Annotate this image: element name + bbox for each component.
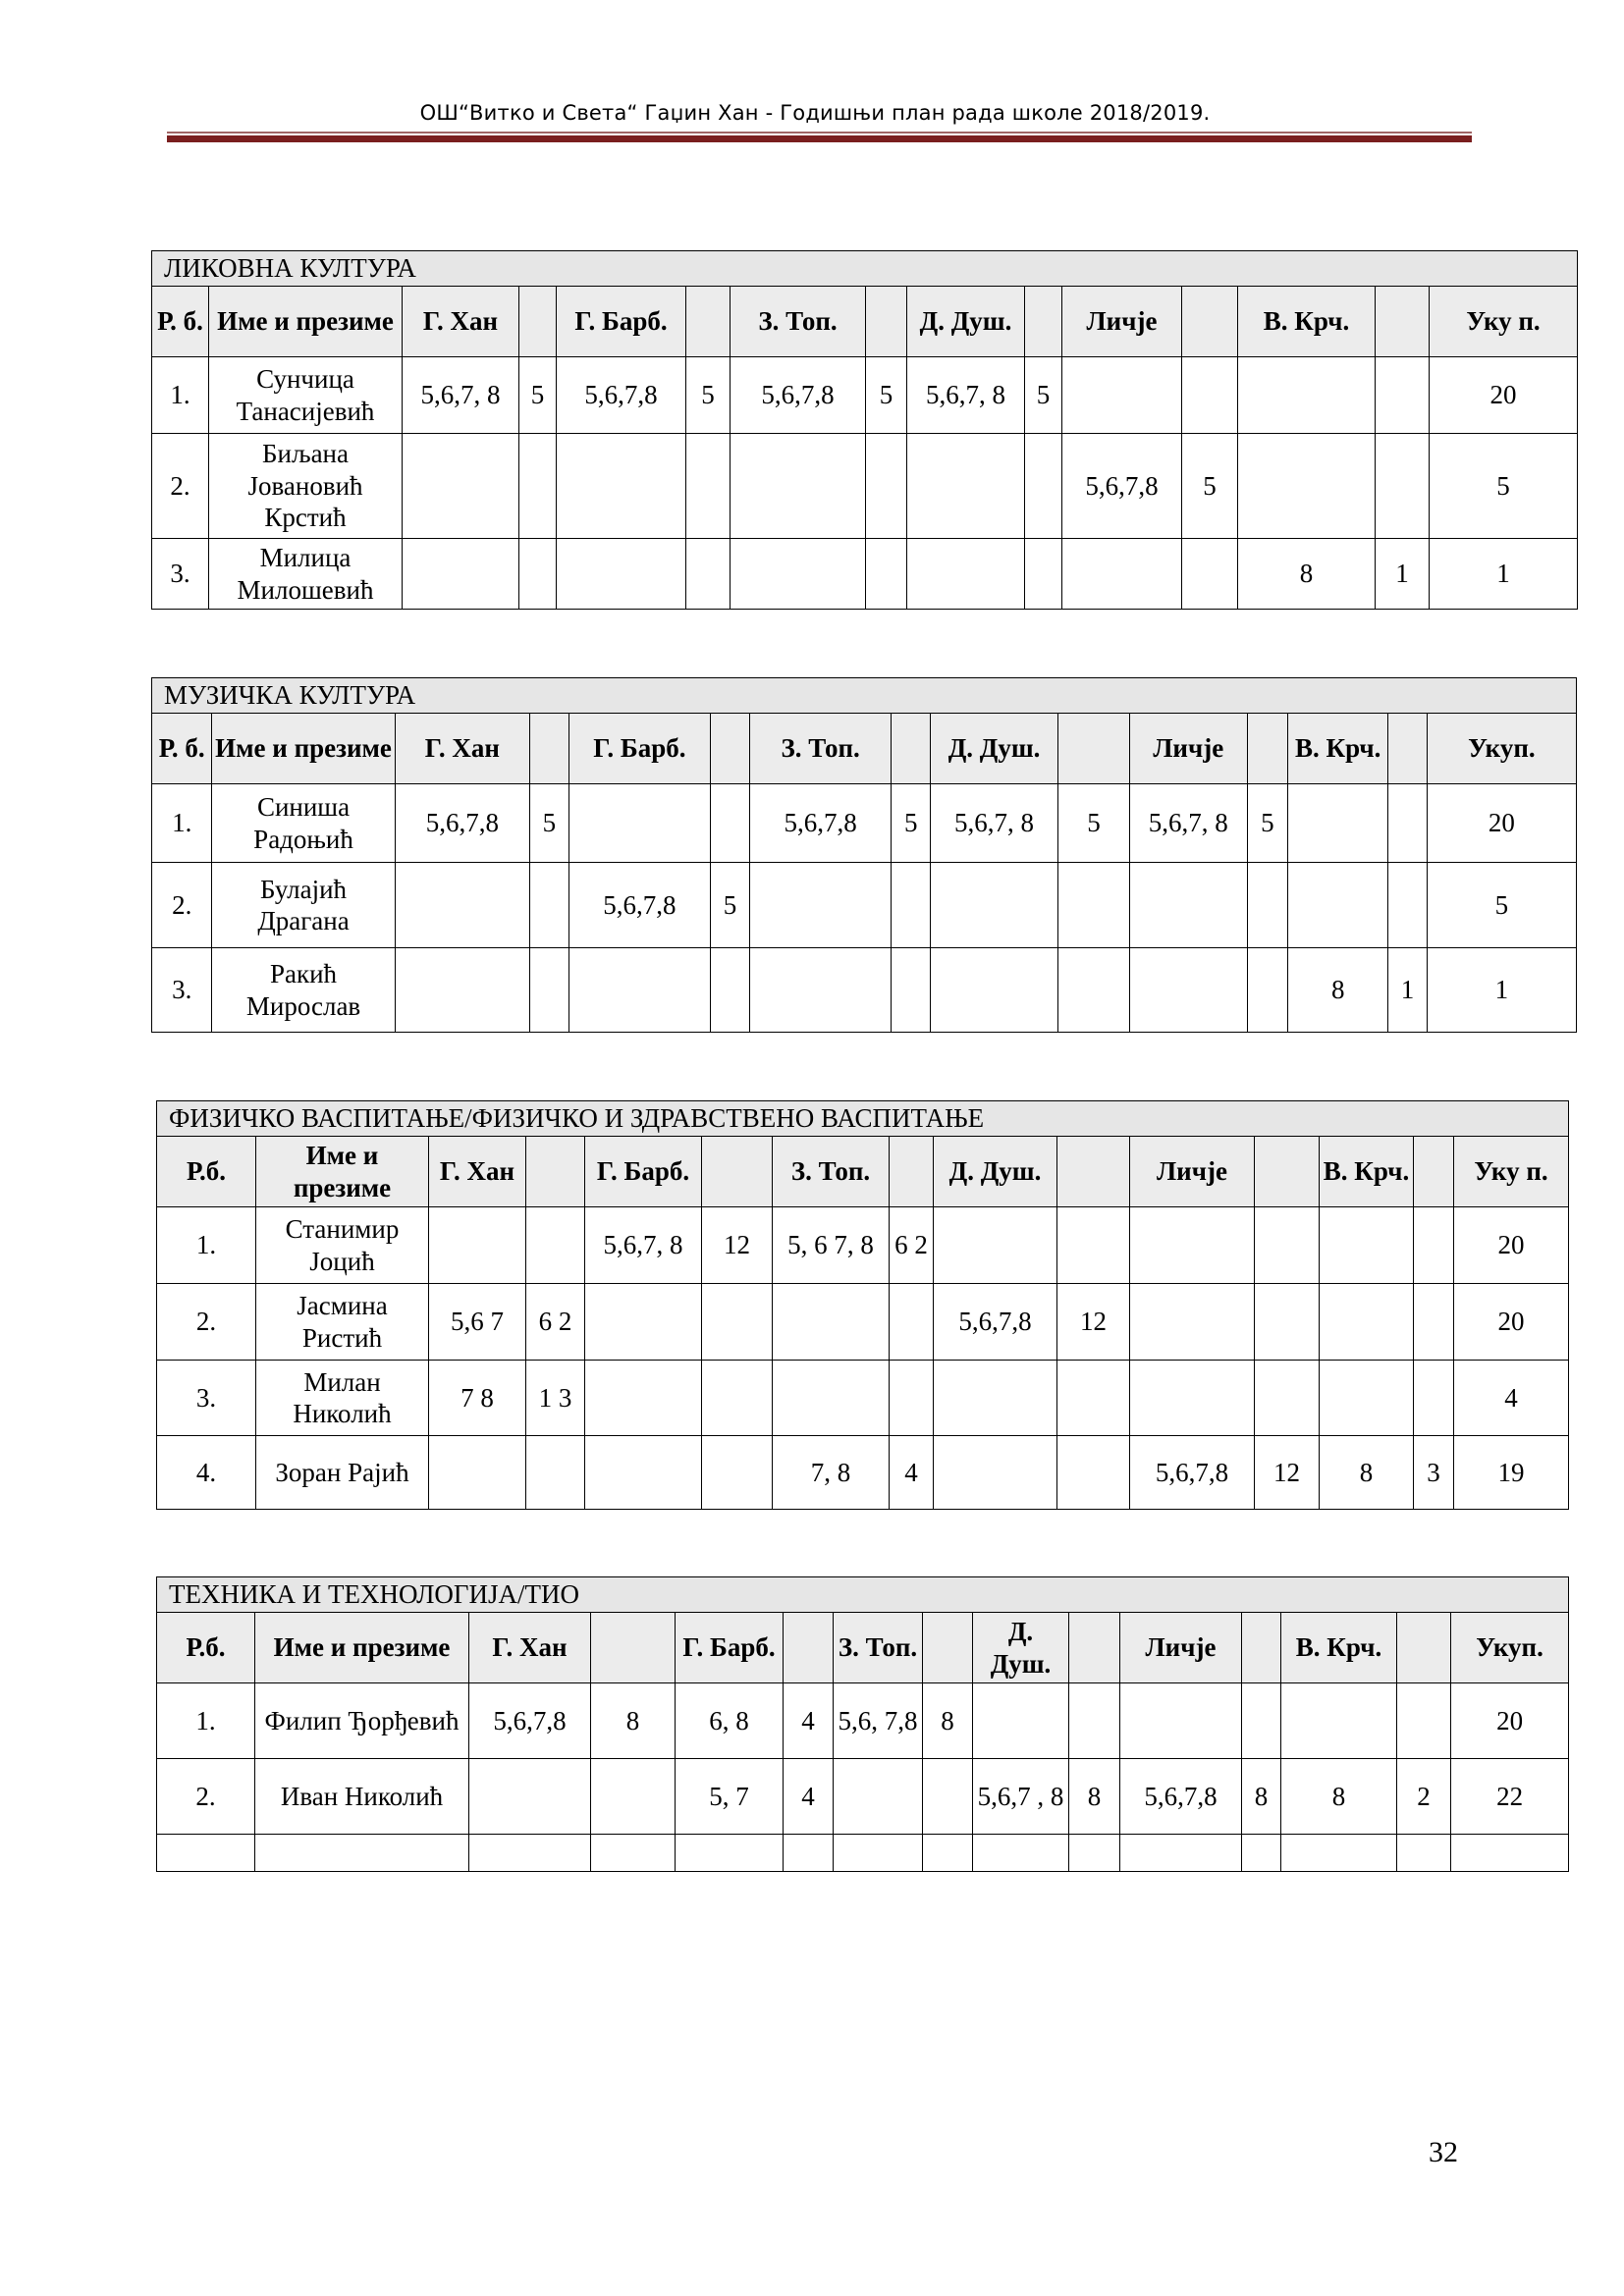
data-cell <box>1025 539 1062 610</box>
table-row <box>152 434 1578 539</box>
data-cell <box>1288 784 1388 863</box>
header-cell: Г. Хан <box>395 714 529 784</box>
data-cell <box>1320 1284 1414 1361</box>
data-cell <box>834 1835 923 1872</box>
header-cell: Уку п. <box>1454 1137 1569 1207</box>
data-cell: 22 <box>1451 1759 1569 1835</box>
data-cell <box>519 434 557 539</box>
data-cell <box>731 434 866 539</box>
data-cell <box>1120 1835 1242 1872</box>
table-row <box>152 863 1577 948</box>
data-cell <box>1414 1284 1454 1361</box>
header-cell <box>702 1137 773 1207</box>
name-cell: Милица Милошевић <box>209 539 403 610</box>
data-cell: 5,6,7,8 <box>557 357 686 434</box>
data-cell: 6, 8 <box>676 1683 784 1759</box>
header-cell: Г. Хан <box>469 1613 591 1683</box>
data-cell <box>1255 1284 1320 1361</box>
header-cell: З. Топ. <box>834 1613 923 1683</box>
table-title: ФИЗИЧКО ВАСПИТАЊЕ/ФИЗИЧКО И ЗДРАВСТВЕНО ВАСПИТАЊЕ <box>157 1101 1569 1137</box>
data-cell <box>568 784 711 863</box>
data-cell <box>1320 1361 1414 1436</box>
data-cell: 8 <box>1288 948 1388 1033</box>
data-cell <box>469 1835 591 1872</box>
data-cell <box>1062 539 1182 610</box>
table-likovna-kultura <box>151 250 1578 610</box>
header-cell <box>923 1613 973 1683</box>
data-cell: 12 <box>1255 1436 1320 1510</box>
table-header-row <box>152 714 1577 784</box>
data-cell: 3 <box>1414 1436 1454 1510</box>
header-cell <box>1255 1137 1320 1207</box>
table-header-row <box>152 287 1578 357</box>
header-cell: Д. Душ. <box>934 1137 1057 1207</box>
header-cell: В. Крч. <box>1238 287 1376 357</box>
data-cell <box>1388 784 1428 863</box>
data-cell: 8 <box>1281 1759 1397 1835</box>
data-cell <box>1242 1835 1281 1872</box>
data-cell <box>676 1835 784 1872</box>
data-cell: 1 <box>1376 539 1430 610</box>
name-cell: Биљана Јовановић Крстић <box>209 434 403 539</box>
data-cell: 5,6,7,8 <box>934 1284 1057 1361</box>
data-cell: 8 <box>1320 1436 1414 1510</box>
data-cell <box>1058 863 1130 948</box>
data-cell <box>731 539 866 610</box>
data-cell <box>591 1835 676 1872</box>
data-cell <box>1247 863 1288 948</box>
header-cell: Име и презиме <box>209 287 403 357</box>
table-tehnika-i-tehnologija <box>156 1576 1569 1872</box>
table-row <box>152 948 1577 1033</box>
header-cell: Личје <box>1120 1613 1242 1683</box>
name-cell: Сунчица Танасијевић <box>209 357 403 434</box>
data-cell <box>1057 1436 1130 1510</box>
header-cell: Д. Душ. <box>973 1613 1069 1683</box>
table-header-row <box>157 1137 1569 1207</box>
header-cell: З. Топ. <box>773 1137 890 1207</box>
header-cell: Р. б. <box>152 714 212 784</box>
data-cell: 7, 8 <box>773 1436 890 1510</box>
data-cell: 8 <box>591 1683 676 1759</box>
header-cell: Г. Барб. <box>557 287 686 357</box>
header-cell <box>892 714 931 784</box>
table-title: ТЕХНИКА И ТЕХНОЛОГИЈА/ТИО <box>157 1577 1569 1613</box>
data-cell <box>1238 357 1376 434</box>
data-cell: 20 <box>1454 1207 1569 1284</box>
header-cell: Укуп. <box>1427 714 1576 784</box>
row-number-cell: 3. <box>152 948 212 1033</box>
data-cell: 20 <box>1430 357 1578 434</box>
name-cell: Булајић Драгана <box>212 863 395 948</box>
row-number-cell: 2. <box>152 863 212 948</box>
header-cell: Личје <box>1130 1137 1255 1207</box>
header-cell: В. Крч. <box>1320 1137 1414 1207</box>
data-cell <box>530 863 569 948</box>
header-cell <box>1025 287 1062 357</box>
data-cell <box>1451 1835 1569 1872</box>
data-cell <box>429 1207 526 1284</box>
data-cell: 19 <box>1454 1436 1569 1510</box>
header-cell <box>591 1613 676 1683</box>
table-row <box>157 1207 1569 1284</box>
data-cell: 5 <box>711 863 750 948</box>
data-cell <box>973 1683 1069 1759</box>
data-cell <box>773 1284 890 1361</box>
data-cell <box>403 539 519 610</box>
row-number-cell: 1. <box>152 784 212 863</box>
data-cell: 2 <box>1397 1759 1451 1835</box>
data-cell <box>686 434 731 539</box>
running-header: ОШ“Витко и Света“ Гаџин Хан - Годишњи план рада школе 2018/2019. <box>419 101 1211 125</box>
data-cell: 5 <box>892 784 931 863</box>
data-cell <box>1397 1683 1451 1759</box>
header-cell: Г. Барб. <box>585 1137 702 1207</box>
data-cell: 6 2 <box>890 1207 934 1284</box>
data-cell <box>557 434 686 539</box>
header-cell: Г. Барб. <box>676 1613 784 1683</box>
data-cell: 5, 7 <box>676 1759 784 1835</box>
data-cell <box>1120 1683 1242 1759</box>
data-cell <box>923 1835 973 1872</box>
data-cell <box>1057 1207 1130 1284</box>
header-cell: Г. Барб. <box>568 714 711 784</box>
data-cell: 1 <box>1427 948 1576 1033</box>
data-cell: 12 <box>1057 1284 1130 1361</box>
data-cell <box>711 948 750 1033</box>
data-cell <box>519 539 557 610</box>
table-row <box>152 357 1578 434</box>
data-cell: 5,6,7,8 <box>1062 434 1182 539</box>
header-cell: З. Топ. <box>749 714 892 784</box>
header-cell: Р.б. <box>157 1137 256 1207</box>
data-cell <box>1414 1361 1454 1436</box>
header-cell <box>1247 714 1288 784</box>
data-cell: 1 <box>1388 948 1428 1033</box>
data-cell <box>784 1835 834 1872</box>
data-cell: 5,6,7, 8 <box>585 1207 702 1284</box>
header-cell <box>784 1613 834 1683</box>
header-cell: Име и презиме <box>212 714 395 784</box>
table-title: ЛИКОВНА КУЛТУРА <box>152 251 1578 287</box>
data-cell <box>1062 357 1182 434</box>
header-cell <box>686 287 731 357</box>
data-cell <box>526 1436 585 1510</box>
data-cell <box>526 1207 585 1284</box>
data-cell <box>934 1361 1057 1436</box>
data-cell: 20 <box>1454 1284 1569 1361</box>
header-cell <box>866 287 907 357</box>
data-cell <box>585 1284 702 1361</box>
data-cell: 8 <box>923 1683 973 1759</box>
data-cell: 7 8 <box>429 1361 526 1436</box>
data-cell <box>1129 948 1247 1033</box>
data-cell <box>1320 1207 1414 1284</box>
data-cell <box>890 1284 934 1361</box>
header-cell: Уку п. <box>1430 287 1578 357</box>
data-cell <box>1414 1207 1454 1284</box>
table-row <box>157 1759 1569 1835</box>
data-cell <box>1255 1207 1320 1284</box>
header-cell <box>1182 287 1238 357</box>
header-cell <box>526 1137 585 1207</box>
data-cell <box>1025 434 1062 539</box>
data-cell <box>892 863 931 948</box>
data-cell <box>1281 1835 1397 1872</box>
data-cell <box>934 1436 1057 1510</box>
header-cell <box>1376 287 1430 357</box>
row-number-cell: 2. <box>152 434 209 539</box>
data-cell: 5,6,7,8 <box>469 1683 591 1759</box>
header-cell: Укуп. <box>1451 1613 1569 1683</box>
table-row <box>157 1436 1569 1510</box>
data-cell: 4 <box>890 1436 934 1510</box>
data-cell: 5 <box>530 784 569 863</box>
data-cell: 4 <box>1454 1361 1569 1436</box>
data-cell <box>1129 863 1247 948</box>
data-cell <box>585 1361 702 1436</box>
data-cell: 5,6,7,8 <box>395 784 529 863</box>
header-cell <box>1397 1613 1451 1683</box>
data-cell: 5 <box>1182 434 1238 539</box>
header-cell <box>1057 1137 1130 1207</box>
table-row <box>157 1683 1569 1759</box>
data-cell: 5,6,7,8 <box>1130 1436 1255 1510</box>
data-cell: 5 <box>1427 863 1576 948</box>
data-cell: 5 <box>686 357 731 434</box>
data-cell: 5,6,7,8 <box>1120 1759 1242 1835</box>
header-cell: Р. б. <box>152 287 209 357</box>
name-cell: Ракић Мирослав <box>212 948 395 1033</box>
data-cell <box>1288 863 1388 948</box>
data-cell <box>973 1835 1069 1872</box>
data-cell <box>1069 1683 1120 1759</box>
data-cell: 5 <box>1058 784 1130 863</box>
header-cell <box>519 287 557 357</box>
data-cell <box>749 948 892 1033</box>
data-cell <box>702 1436 773 1510</box>
header-cell <box>890 1137 934 1207</box>
data-cell <box>1130 1207 1255 1284</box>
header-cell: Личје <box>1062 287 1182 357</box>
data-cell <box>892 948 931 1033</box>
data-cell: 1 3 <box>526 1361 585 1436</box>
header-cell <box>1388 714 1428 784</box>
data-cell <box>1247 948 1288 1033</box>
data-cell <box>1388 863 1428 948</box>
data-cell: 20 <box>1427 784 1576 863</box>
data-cell <box>1058 948 1130 1033</box>
data-cell <box>395 863 529 948</box>
data-cell <box>1376 434 1430 539</box>
header-cell: З. Топ. <box>731 287 866 357</box>
header-cell: Име и презиме <box>256 1137 429 1207</box>
data-cell <box>923 1759 973 1835</box>
row-number-cell: 3. <box>157 1361 256 1436</box>
page-number: 32 <box>1429 2136 1458 2168</box>
header-cell: Г. Хан <box>429 1137 526 1207</box>
table-row <box>152 784 1577 863</box>
data-cell <box>1242 1683 1281 1759</box>
data-cell: 5, 6 7, 8 <box>773 1207 890 1284</box>
data-cell: 1 <box>1430 539 1578 610</box>
data-cell <box>1182 357 1238 434</box>
data-cell: 6 2 <box>526 1284 585 1361</box>
row-number-cell: 2. <box>157 1759 255 1835</box>
row-number-cell: 1. <box>152 357 209 434</box>
data-cell <box>530 948 569 1033</box>
data-cell <box>931 863 1058 948</box>
header-rule <box>167 132 1472 142</box>
data-cell: 5,6,7, 8 <box>403 357 519 434</box>
table-row <box>152 539 1578 610</box>
data-cell <box>931 948 1058 1033</box>
data-cell: 5 <box>866 357 907 434</box>
data-cell: 5,6,7, 8 <box>1129 784 1247 863</box>
header-cell: Р.б. <box>157 1613 255 1683</box>
header-cell: Име и презиме <box>255 1613 469 1683</box>
data-cell <box>1281 1683 1397 1759</box>
data-cell <box>686 539 731 610</box>
data-cell <box>934 1207 1057 1284</box>
data-cell <box>1182 539 1238 610</box>
data-cell <box>711 784 750 863</box>
row-number-cell: 1. <box>157 1683 255 1759</box>
data-cell: 5 <box>1247 784 1288 863</box>
data-cell <box>585 1436 702 1510</box>
name-cell: Станимир Јоцић <box>256 1207 429 1284</box>
row-number-cell: 3. <box>152 539 209 610</box>
data-cell <box>866 539 907 610</box>
data-cell: 5,6,7, 8 <box>907 357 1025 434</box>
data-cell: 8 <box>1242 1759 1281 1835</box>
data-cell <box>1376 357 1430 434</box>
name-cell <box>255 1835 469 1872</box>
table-row <box>157 1284 1569 1361</box>
table-muzicka-kultura <box>151 677 1577 1033</box>
row-number-cell <box>157 1835 255 1872</box>
header-cell: В. Крч. <box>1288 714 1388 784</box>
data-cell <box>907 539 1025 610</box>
header-cell <box>1058 714 1130 784</box>
row-number-cell: 1. <box>157 1207 256 1284</box>
header-cell: Д. Душ. <box>931 714 1058 784</box>
data-cell: 5 <box>1025 357 1062 434</box>
data-cell <box>1130 1284 1255 1361</box>
name-cell: Филип Ђорђевић <box>255 1683 469 1759</box>
header-cell <box>1414 1137 1454 1207</box>
data-cell: 12 <box>702 1207 773 1284</box>
row-number-cell: 2. <box>157 1284 256 1361</box>
data-cell <box>1069 1835 1120 1872</box>
data-cell: 5,6,7,8 <box>568 863 711 948</box>
data-cell <box>469 1759 591 1835</box>
data-cell: 5,6,7, 8 <box>931 784 1058 863</box>
header-cell: Д. Душ. <box>907 287 1025 357</box>
header-cell <box>1242 1613 1281 1683</box>
data-cell <box>866 434 907 539</box>
data-cell <box>702 1361 773 1436</box>
data-cell <box>403 434 519 539</box>
data-cell: 5,6,7 , 8 <box>973 1759 1069 1835</box>
data-cell <box>568 948 711 1033</box>
data-cell <box>395 948 529 1033</box>
data-cell <box>429 1436 526 1510</box>
data-cell <box>1397 1835 1451 1872</box>
data-cell <box>907 434 1025 539</box>
header-cell <box>711 714 750 784</box>
data-cell <box>1238 434 1376 539</box>
data-cell: 4 <box>784 1759 834 1835</box>
row-number-cell: 4. <box>157 1436 256 1510</box>
header-cell: Г. Хан <box>403 287 519 357</box>
data-cell <box>834 1759 923 1835</box>
name-cell: Милан Николић <box>256 1361 429 1436</box>
data-cell <box>1255 1361 1320 1436</box>
data-cell <box>890 1361 934 1436</box>
data-cell: 5 <box>1430 434 1578 539</box>
data-cell <box>591 1759 676 1835</box>
data-cell: 8 <box>1069 1759 1120 1835</box>
data-cell: 5 <box>519 357 557 434</box>
data-cell: 5,6 7 <box>429 1284 526 1361</box>
table-fizicko-vaspitanje <box>156 1100 1569 1510</box>
data-cell: 20 <box>1451 1683 1569 1759</box>
data-cell: 8 <box>1238 539 1376 610</box>
name-cell: Зоран Рајић <box>256 1436 429 1510</box>
data-cell: 5,6,7,8 <box>731 357 866 434</box>
data-cell <box>1057 1361 1130 1436</box>
data-cell: 5,6,7,8 <box>749 784 892 863</box>
data-cell <box>1130 1361 1255 1436</box>
data-cell <box>773 1361 890 1436</box>
name-cell: Синиша Радоњић <box>212 784 395 863</box>
data-cell: 5,6, 7,8 <box>834 1683 923 1759</box>
header-cell: В. Крч. <box>1281 1613 1397 1683</box>
table-row <box>157 1835 1569 1872</box>
data-cell <box>749 863 892 948</box>
name-cell: Иван Николић <box>255 1759 469 1835</box>
data-cell <box>557 539 686 610</box>
table-title: МУЗИЧКА КУЛТУРА <box>152 678 1577 714</box>
header-cell: Личје <box>1129 714 1247 784</box>
data-cell <box>702 1284 773 1361</box>
table-row <box>157 1361 1569 1436</box>
header-cell <box>530 714 569 784</box>
name-cell: Јасмина Ристић <box>256 1284 429 1361</box>
header-cell <box>1069 1613 1120 1683</box>
data-cell: 4 <box>784 1683 834 1759</box>
table-header-row <box>157 1613 1569 1683</box>
